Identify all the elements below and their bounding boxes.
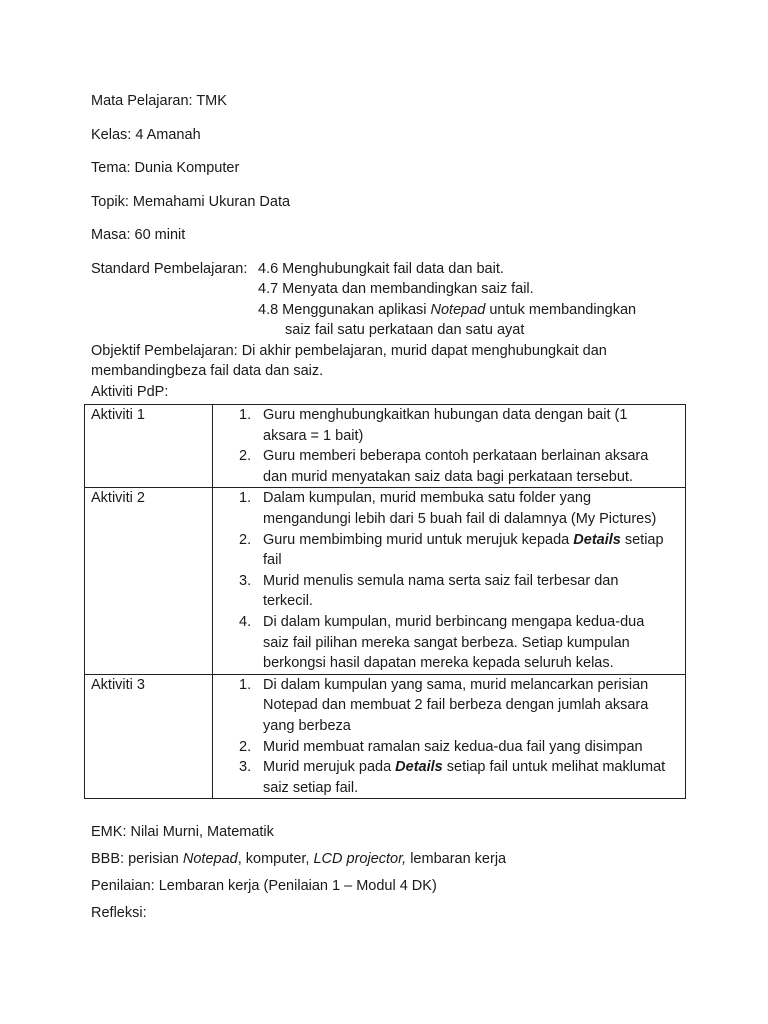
standard-4-8-notepad: Notepad bbox=[430, 302, 486, 318]
activity-steps-cell bbox=[213, 674, 686, 799]
activity-step bbox=[239, 675, 685, 737]
details-emphasis: Details bbox=[573, 531, 621, 548]
details-emphasis: Details bbox=[395, 759, 443, 776]
activity-steps-cell bbox=[213, 405, 686, 488]
activity-row-1 bbox=[85, 405, 686, 488]
activities-table bbox=[84, 404, 686, 799]
step-number: 2. bbox=[239, 531, 252, 548]
bbb-prefix: BBB: perisian bbox=[91, 851, 183, 867]
step-number: 3. bbox=[239, 572, 252, 589]
activity-step bbox=[239, 757, 685, 798]
activity-step bbox=[239, 446, 685, 487]
standards-label: Standard Pembelajaran: bbox=[91, 261, 248, 277]
activity-name: Aktiviti 2 bbox=[85, 488, 213, 674]
emk-line: EMK: Nilai Murni, Matematik bbox=[91, 824, 274, 840]
standard-4-8-suffix: untuk membandingkan bbox=[485, 302, 637, 318]
step-number: 4. bbox=[239, 613, 252, 630]
standard-4-8-prefix: 4.8 Menggunakan aplikasi bbox=[258, 302, 431, 318]
theme-line: Tema: Dunia Komputer bbox=[91, 160, 240, 176]
bbb-line bbox=[91, 850, 506, 868]
bbb-suffix: lembaran kerja bbox=[406, 851, 507, 867]
step-text: Di dalam kumpulan, murid berbincang mengapa kedua-dua bbox=[263, 613, 645, 630]
step-text: dan murid menyatakan saiz data bagi perkataan tersebut. bbox=[263, 468, 633, 485]
activity-steps bbox=[213, 405, 685, 487]
step-text: Guru memberi beberapa contoh perkataan berlainan aksara bbox=[263, 448, 649, 465]
standard-4-7: 4.7 Menyata dan membandingkan saiz fail. bbox=[258, 281, 534, 297]
bbb-lcd-projector: LCD projector, bbox=[313, 851, 407, 867]
activity-steps bbox=[213, 488, 685, 673]
class-line: Kelas: 4 Amanah bbox=[91, 127, 201, 143]
step-text: setiap fail untuk melihat maklumat bbox=[442, 759, 666, 776]
step-text: Guru menghubungkaitkan hubungan data dengan bait (1 bbox=[263, 407, 628, 423]
activity-name: Aktiviti 3 bbox=[85, 674, 213, 799]
activity-step bbox=[239, 530, 685, 571]
standard-4-8 bbox=[258, 301, 636, 319]
activity-step bbox=[239, 405, 685, 446]
step-text: saiz fail pilihan mereka sangat berbeza. Setiap kumpulan bbox=[263, 634, 630, 651]
activity-name: Aktiviti 1 bbox=[85, 405, 213, 488]
objective-line-1: Objektif Pembelajaran: Di akhir pembelajaran, murid dapat menghubungkait dan bbox=[91, 343, 607, 359]
standard-4-6: 4.6 Menghubungkait fail data dan bait. bbox=[258, 261, 504, 277]
activity-steps-cell bbox=[213, 488, 686, 674]
assessment-line: Penilaian: Lembaran kerja (Penilaian 1 – Modul 4 DK) bbox=[91, 878, 437, 894]
activities-label: Aktiviti PdP: bbox=[91, 384, 169, 400]
step-text: Guru membimbing murid untuk merujuk kepada bbox=[263, 531, 574, 548]
bbb-mid: , komputer, bbox=[237, 851, 314, 867]
activity-step bbox=[239, 571, 685, 612]
step-text: aksara = 1 bait) bbox=[263, 427, 364, 444]
activity-row-2 bbox=[85, 488, 686, 674]
step-number: 3. bbox=[239, 759, 252, 776]
step-text: saiz setiap fail. bbox=[263, 779, 359, 796]
standard-4-8-continued: saiz fail satu perkataan dan satu ayat bbox=[285, 322, 525, 338]
step-text: Murid menulis semula nama serta saiz fail terbesar dan bbox=[263, 572, 619, 589]
step-text: Murid membuat ramalan saiz kedua-dua fail yang disimpan bbox=[263, 738, 643, 755]
objective-line-2: membandingbeza fail data dan saiz. bbox=[91, 363, 324, 379]
step-text: berkongsi hasil dapatan mereka kepada seluruh kelas. bbox=[263, 655, 614, 672]
activity-step bbox=[239, 737, 685, 758]
step-text: Di dalam kumpulan yang sama, murid melancarkan perisian bbox=[263, 676, 649, 693]
step-number: 1. bbox=[239, 490, 252, 507]
bbb-notepad: Notepad bbox=[182, 851, 238, 867]
step-text: Murid merujuk pada bbox=[263, 759, 396, 776]
activity-steps bbox=[213, 675, 685, 799]
step-number: 1. bbox=[239, 407, 252, 423]
time-line: Masa: 60 minit bbox=[91, 227, 186, 243]
step-text: yang berbeza bbox=[263, 717, 351, 734]
reflection-line: Refleksi: bbox=[91, 905, 147, 921]
activity-step bbox=[239, 488, 685, 529]
step-number: 2. bbox=[239, 738, 252, 755]
activity-row-3 bbox=[85, 674, 686, 799]
step-text: mengandungi lebih dari 5 buah fail di dalamnya (My Pictures) bbox=[263, 510, 657, 527]
step-text: terkecil. bbox=[263, 593, 313, 610]
step-text: Notepad dan membuat 2 fail berbeza dengan jumlah aksara bbox=[263, 697, 649, 714]
step-text: fail bbox=[263, 552, 282, 569]
step-number: 2. bbox=[239, 448, 252, 465]
step-text: setiap bbox=[620, 531, 664, 548]
topic-line: Topik: Memahami Ukuran Data bbox=[91, 194, 291, 210]
step-text: Dalam kumpulan, murid membuka satu folder yang bbox=[263, 490, 592, 507]
subject-line: Mata Pelajaran: TMK bbox=[91, 93, 227, 109]
step-number: 1. bbox=[239, 676, 252, 693]
activity-step bbox=[239, 612, 685, 674]
